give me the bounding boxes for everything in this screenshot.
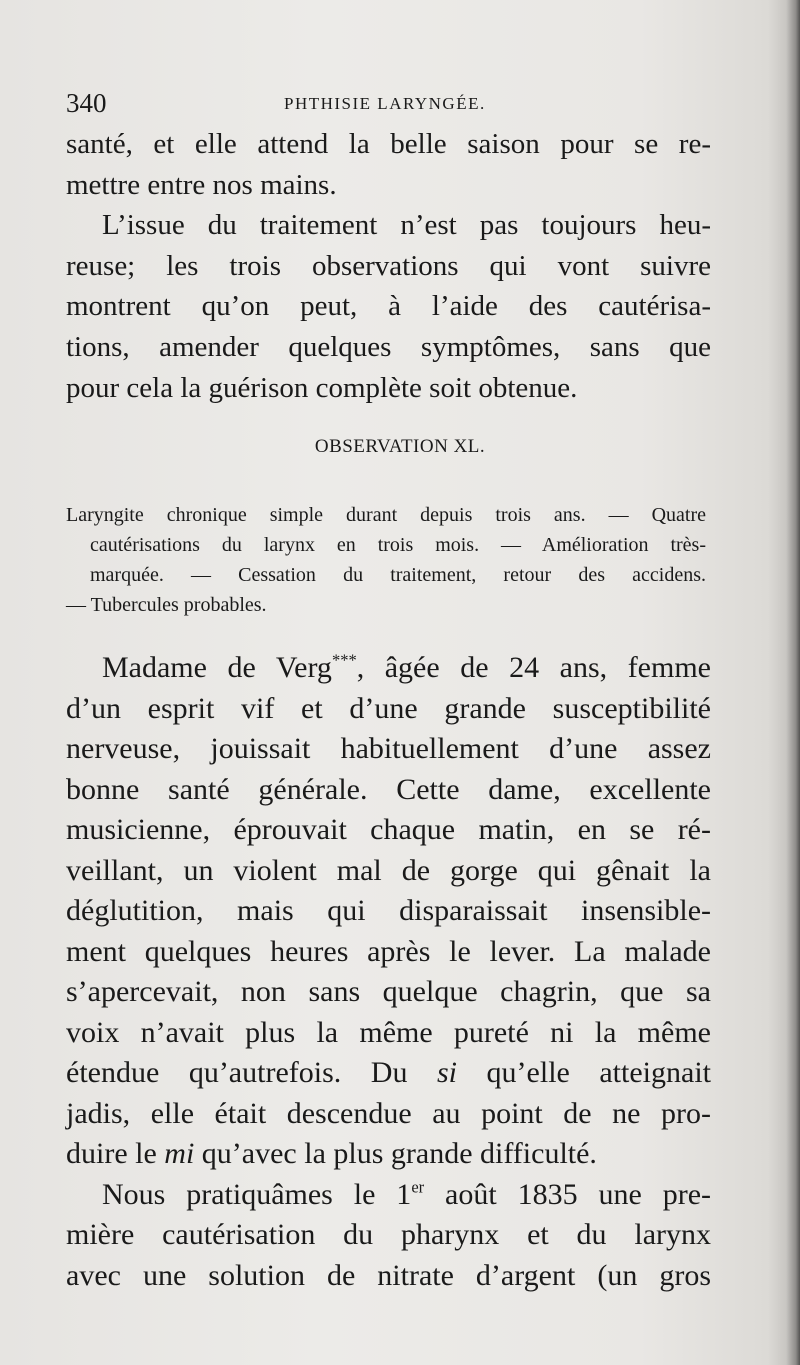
italic-note: mi (164, 1137, 195, 1170)
text-line: avec une solution de nitrate d’argent (un gros (66, 1258, 711, 1292)
text-line: tions, amender quelques symptômes, sans que (66, 330, 711, 363)
observation-body (66, 648, 711, 1296)
text-segment: qu’avec la plus grande difficulté. (194, 1137, 597, 1170)
summary-line: cautérisations du larynx en trois mois. — Amélioration très- (90, 534, 706, 556)
running-head: PHTHISIE LARYNGÉE. (284, 94, 486, 113)
page-number: 340 (66, 88, 107, 118)
summary-line: — Tubercules probables. (66, 594, 267, 616)
text-line (66, 648, 711, 689)
italic-note: si (437, 1056, 458, 1089)
observation-summary (66, 500, 706, 620)
text-line: déglutition, mais qui disparaissait insensible- (66, 894, 711, 927)
text-segment: qu’elle atteignait (457, 1056, 711, 1089)
superscript: *** (331, 650, 357, 670)
observation-title: OBSERVATION XL. (314, 436, 486, 457)
text-line: bonne santé générale. Cette dame, excellente (66, 772, 711, 806)
text-line: santé, et elle attend la belle saison pour se re- (66, 128, 711, 160)
text-line (66, 1053, 711, 1094)
text-line: ment quelques heures après le lever. La malade (66, 934, 711, 968)
text-line: musicienne, éprouvait chaque matin, en se ré- (66, 813, 711, 846)
superscript: er (411, 1176, 425, 1196)
text-segment: Nous pratiquâmes le 1 (102, 1177, 412, 1211)
text-line (66, 1134, 711, 1175)
text-line: montrent qu’on peut, à l’aide des cautérisa- (66, 290, 711, 323)
text-segment: Madame de Verg (102, 651, 332, 684)
text-segment: étendue qu’autrefois. Du (66, 1056, 437, 1089)
text-line: voix n’avait plus la même pureté ni la même (66, 1015, 711, 1049)
text-line (66, 1175, 711, 1216)
text-line: nerveuse, jouissait habituellement d’une assez (66, 732, 711, 765)
text-line: veillant, un violent mal de gorge qui gênait la (66, 853, 711, 887)
text-segment: duire le (66, 1137, 165, 1170)
summary-line: marquée. — Cessation du traitement, retour des accidens. (90, 564, 706, 586)
text-line: reuse; les trois observations qui vont suivre (66, 249, 711, 282)
text-line: s’apercevait, non sans quelque chagrin, que sa (66, 975, 711, 1008)
page-header (66, 88, 716, 118)
text-line: mière cautérisation du pharynx et du larynx (66, 1218, 711, 1251)
page-edge-shadow (786, 0, 800, 1365)
text-line: d’un esprit vif et d’une grande susceptibilité (66, 691, 711, 725)
text-segment: août 1835 une pre- (424, 1177, 712, 1211)
text-segment: , âgée de 24 ans, femme (356, 651, 711, 684)
text-line: L’issue du traitement n’est pas toujours heu- (102, 209, 711, 242)
text-line: jadis, elle était descendue au point de ne pro- (66, 1096, 711, 1130)
summary-line: Laryngite chronique simple durant depuis trois ans. — Quatre (66, 504, 706, 526)
text-line: mettre entre nos mains. (66, 168, 337, 201)
intro-text (66, 124, 711, 408)
text-line: pour cela la guérison complète soit obtenue. (66, 371, 578, 404)
